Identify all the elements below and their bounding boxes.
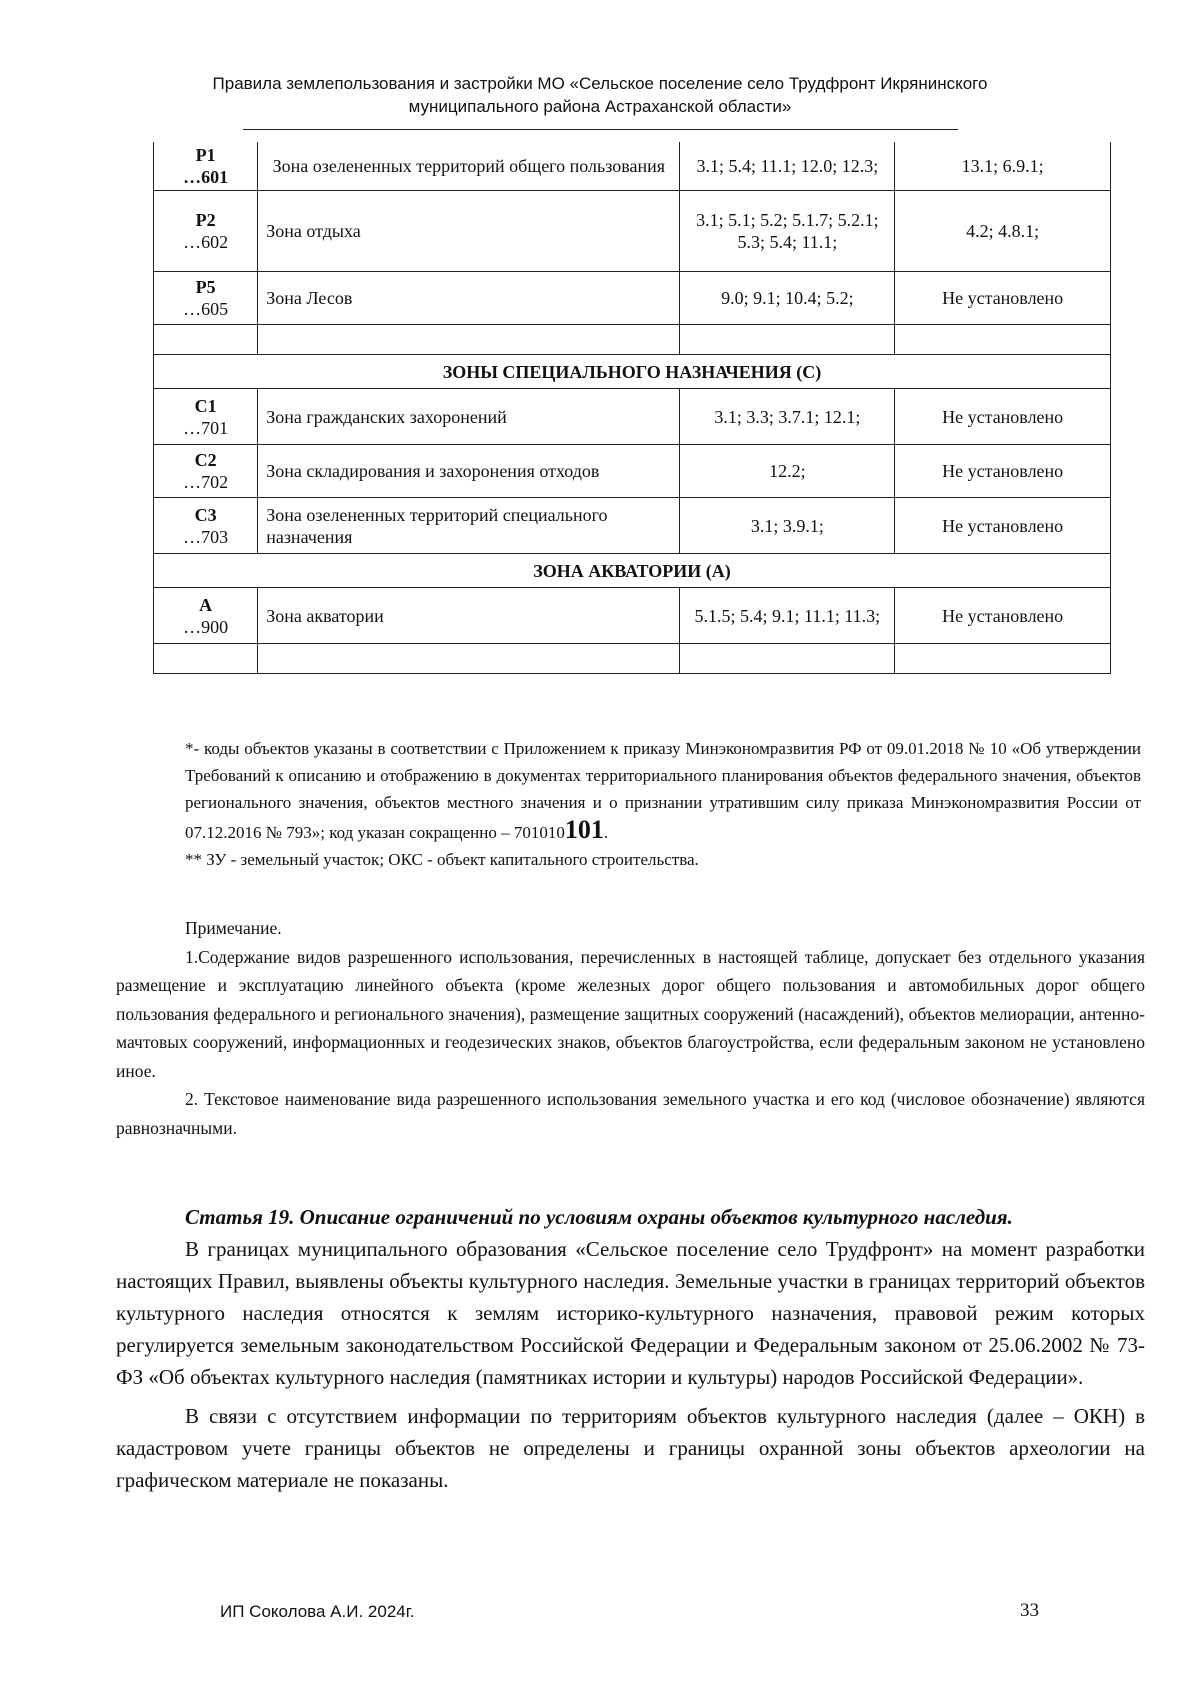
zone-name: Зона Лесов (258, 272, 680, 325)
zone-aux-codes: 4.2; 4.8.1; (895, 191, 1111, 272)
footnote-1-end: . (603, 823, 609, 842)
zone-code-cell (154, 498, 258, 554)
zone-main-codes: 5.1.5; 5.4; 9.1; 11.1; 11.3; (680, 588, 895, 644)
zone-code: С1 (194, 395, 217, 416)
footer-author: ИП Соколова А.И. 2024г. (220, 1602, 415, 1621)
table-row-empty (154, 644, 1111, 674)
zone-aux-codes: Не установлено (895, 389, 1111, 445)
notes-title: Примечание. (185, 918, 282, 938)
zone-aux-codes: Не установлено (895, 445, 1111, 498)
page-number: 33 (1020, 1600, 1039, 1621)
zone-aux-codes: Не установлено (895, 272, 1111, 325)
section-row (154, 554, 1111, 588)
zone-name: Зона складирования и захоронения отходов (258, 445, 680, 498)
zone-code-cell (154, 445, 258, 498)
zone-name: Зона озелененных территорий специального назначения (258, 498, 680, 554)
empty-cell (258, 644, 680, 674)
section-title-special: ЗОНЫ СПЕЦИАЛЬНОГО НАЗНАЧЕНИЯ (С) (154, 355, 1111, 389)
notes-section (116, 914, 1145, 1142)
table-row-empty (154, 325, 1111, 355)
header-line-1: Правила землепользования и застройки МО «Сельское поселение село Трудфронт Икрянинского (212, 74, 988, 93)
table-row (154, 588, 1111, 644)
empty-cell (154, 325, 258, 355)
zone-code: Р1 (195, 145, 216, 165)
table-row (154, 498, 1111, 554)
zone-code-cell (154, 389, 258, 445)
article-paragraph-2: В связи с отсутствием информации по территориям объектов культурного наследия (далее – ОКН) в кадастровом учете границы объектов не определены и границы охранной зоны объектов археологии на графическом материале не показаны. (116, 1404, 1145, 1492)
zone-aux-codes: Не установлено (895, 498, 1111, 554)
header-divider (243, 129, 958, 130)
zone-number: …703 (183, 526, 229, 547)
zone-main-codes: 12.2; (680, 445, 895, 498)
article-paragraph-1: В границах муниципального образования «Сельское поселение село Трудфронт» на момент разработки настоящих Правил, выявлены объекты культурного наследия. Земельные участки в границах территорий объектов культурного наследия относятся к землям историко-культурного назначения, правовой режим которых регулируется земельным законодательством Российской Федерации и Федеральным законом от 25.06.2002 № 73-ФЗ «Об объектах культурного наследия (памятниках истории и культуры) народов Российской Федерации». (116, 1237, 1145, 1389)
note-item-2: 2. Текстовое наименование вида разрешенного использования земельного участка и его код (числовое обозначение) являются равнозначными. (116, 1089, 1145, 1138)
table-row (154, 272, 1111, 325)
zone-number: …900 (183, 616, 229, 637)
table-row (154, 445, 1111, 498)
empty-cell (154, 644, 258, 674)
footnotes (185, 735, 1141, 873)
zone-number: …605 (183, 299, 229, 319)
table-row (154, 191, 1111, 272)
footnote-2: ** ЗУ - земельный участок; ОКС - объект капитального строительства. (185, 850, 699, 869)
footnote-1-text: *- коды объектов указаны в соответствии с Приложением к приказу Минэкономразвития РФ от 09.01.2018 № 10 «Об утверждении Требований к описанию и отображению в документах территориального планирования объектов федерального значения, объектов регионального значения, объектов местного значения и о признании утратившим силу приказа Минэкономразвития России от 07.12.2016 № 793»; код указан сокращенно – 701010 (185, 739, 1141, 842)
article-heading: Статья 19. Описание ограничений по условиям охраны объектов культурного наследия. (185, 1205, 1013, 1229)
zone-code-cell (154, 588, 258, 644)
note-item-1: 1.Содержание видов разрешенного использования, перечисленных в настоящей таблице, допускает без отдельного указания размещение и эксплуатацию линейного объекта (кроме железных дорог общего пользования и автомобильных дорог общего пользования федерального и регионального значения), размещение защитных сооружений (насаждений), объектов мелиорации, антенно-мачтовых сооружений, информационных и геодезических знаков, объектов благоустройства, если федеральным законом не установлено иное. (116, 946, 1145, 1081)
section-row (154, 355, 1111, 389)
footnote-1 (185, 735, 1141, 846)
zone-aux-codes: Не установлено (895, 588, 1111, 644)
zone-code: А (199, 594, 213, 615)
zone-aux-codes: 13.1; 6.9.1; (895, 142, 1111, 191)
zone-code-cell (154, 191, 258, 272)
zone-main-codes: 3.1; 3.3; 3.7.1; 12.1; (680, 389, 895, 445)
table-row (154, 142, 1111, 191)
table-row (154, 389, 1111, 445)
zone-code: С3 (194, 504, 217, 525)
zone-number: …702 (183, 472, 229, 492)
zone-main-codes: 3.1; 5.4; 11.1; 12.0; 12.3; (680, 142, 895, 191)
zone-main-codes: 3.1; 3.9.1; (680, 498, 895, 554)
zone-code: Р2 (195, 210, 216, 230)
zone-name: Зона озелененных территорий общего пользования (258, 142, 680, 191)
zone-number: …602 (183, 232, 229, 252)
running-header (120, 72, 1080, 118)
zone-name: Зона отдыха (258, 191, 680, 272)
empty-cell (680, 644, 895, 674)
zone-name: Зона акватории (258, 588, 680, 644)
zone-name: Зона гражданских захоронений (258, 389, 680, 445)
zone-main-codes: 3.1; 5.1; 5.2; 5.1.7; 5.2.1; 5.3; 5.4; 11.1; (680, 191, 895, 272)
empty-cell (895, 325, 1111, 355)
zone-main-codes: 9.0; 9.1; 10.4; 5.2; (680, 272, 895, 325)
zones-table (153, 142, 1111, 674)
zone-number: …601 (183, 167, 229, 187)
zone-code: Р5 (195, 277, 216, 297)
empty-cell (258, 325, 680, 355)
article-section (116, 1201, 1145, 1496)
zone-code-cell (154, 142, 258, 191)
section-title-water: ЗОНА АКВАТОРИИ (А) (154, 554, 1111, 588)
empty-cell (895, 644, 1111, 674)
zone-code-cell (154, 272, 258, 325)
empty-cell (680, 325, 895, 355)
zone-code: С2 (194, 450, 217, 470)
header-line-2: муниципального района Астраханской области» (408, 97, 792, 116)
footnote-1-code-bold: 101 (564, 815, 604, 844)
zone-number: …701 (183, 417, 229, 438)
